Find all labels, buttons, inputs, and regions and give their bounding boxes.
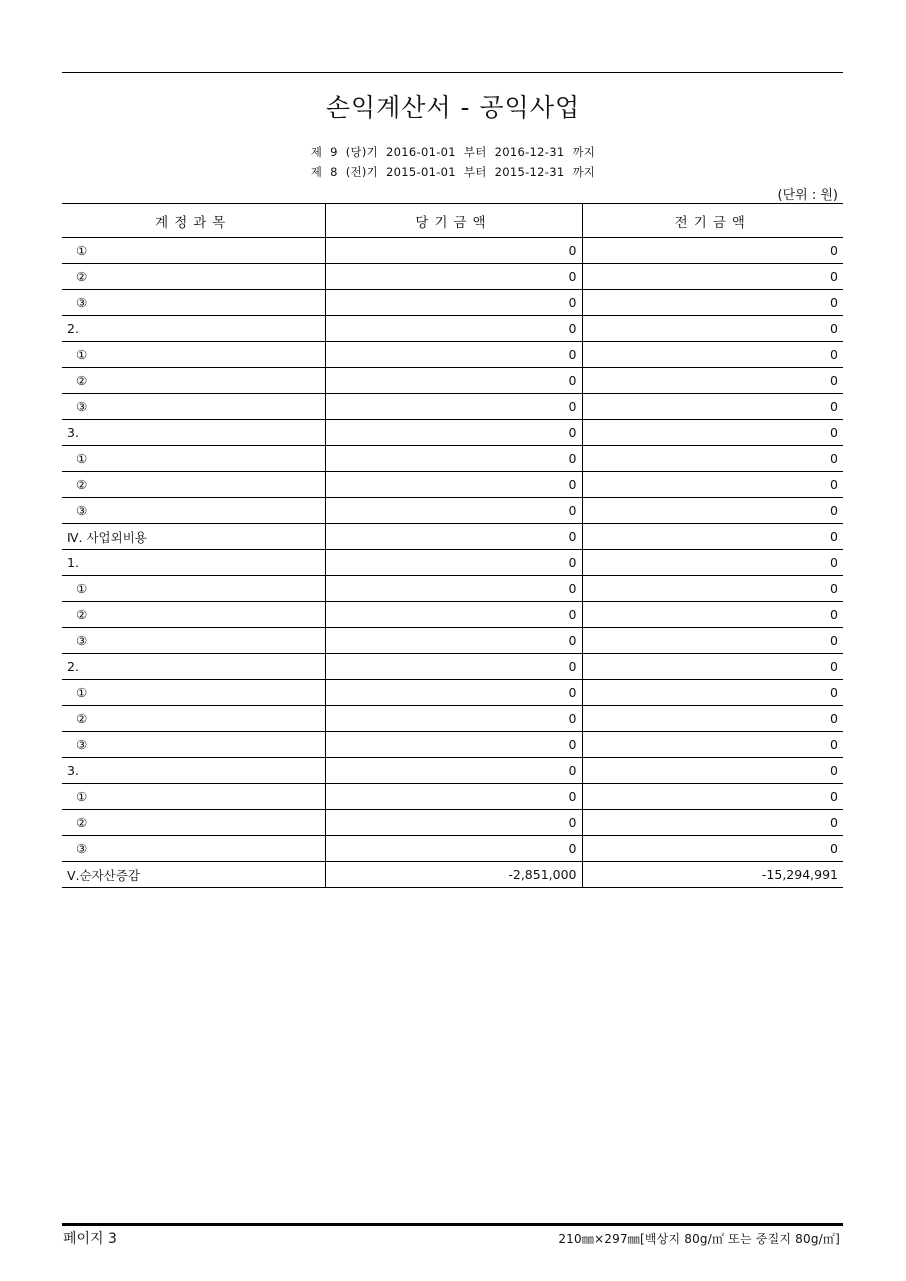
table-row [62, 290, 843, 316]
account-cell: ① [62, 446, 325, 472]
previous-amount-cell: 0 [582, 680, 843, 706]
previous-amount-cell: 0 [582, 836, 843, 862]
current-amount-cell: 0 [325, 238, 582, 264]
header-previous-amount: 전기금액 [582, 204, 843, 238]
table-row [62, 784, 843, 810]
unit-label: (단위 : 원) [777, 188, 838, 203]
account-cell: ① [62, 576, 325, 602]
previous-amount-cell: 0 [582, 498, 843, 524]
table-row [62, 862, 843, 888]
account-cell: ② [62, 368, 325, 394]
current-amount-cell: 0 [325, 706, 582, 732]
current-amount-cell: 0 [325, 680, 582, 706]
current-amount-cell: 0 [325, 368, 582, 394]
account-cell: 3. [62, 758, 325, 784]
current-amount-cell: 0 [325, 524, 582, 550]
current-amount-cell: 0 [325, 628, 582, 654]
previous-amount-cell: 0 [582, 368, 843, 394]
account-cell: ① [62, 342, 325, 368]
current-amount-cell: -2,851,000 [325, 862, 582, 888]
table-header-row [62, 204, 843, 238]
page-number: 페이지 3 [63, 1231, 117, 1247]
account-cell: 1. [62, 550, 325, 576]
account-cell: ③ [62, 732, 325, 758]
account-cell: 2. [62, 316, 325, 342]
current-amount-cell: 0 [325, 498, 582, 524]
previous-amount-cell: 0 [582, 706, 843, 732]
previous-amount-cell: 0 [582, 394, 843, 420]
table-row [62, 472, 843, 498]
previous-amount-cell: 0 [582, 784, 843, 810]
account-cell: Ⅴ.순자산증감 [62, 862, 325, 888]
bottom-rule [62, 1223, 843, 1226]
account-cell: ③ [62, 498, 325, 524]
previous-amount-cell: 0 [582, 602, 843, 628]
account-cell: ③ [62, 836, 325, 862]
table-row [62, 576, 843, 602]
account-cell: ② [62, 810, 325, 836]
current-amount-cell: 0 [325, 420, 582, 446]
account-cell: ② [62, 706, 325, 732]
previous-amount-cell: 0 [582, 758, 843, 784]
current-amount-cell: 0 [325, 290, 582, 316]
paper-spec: 210㎜×297㎜[백상지 80g/㎡ 또는 중질지 80g/㎡] [558, 1232, 840, 1246]
previous-amount-cell: 0 [582, 472, 843, 498]
table-row [62, 446, 843, 472]
previous-amount-cell: 0 [582, 524, 843, 550]
table-row [62, 732, 843, 758]
previous-amount-cell: 0 [582, 810, 843, 836]
table-row [62, 602, 843, 628]
current-amount-cell: 0 [325, 342, 582, 368]
table-row [62, 316, 843, 342]
account-cell: ② [62, 264, 325, 290]
current-amount-cell: 0 [325, 732, 582, 758]
income-statement-table [62, 203, 843, 888]
period-current: 제 9 (당)기 2016-01-01 부터 2016-12-31 까지 [310, 145, 596, 159]
table-row [62, 420, 843, 446]
table-row [62, 342, 843, 368]
previous-amount-cell: 0 [582, 732, 843, 758]
header-current-amount: 당기금액 [325, 204, 582, 238]
current-amount-cell: 0 [325, 810, 582, 836]
table-row [62, 498, 843, 524]
current-amount-cell: 0 [325, 316, 582, 342]
table-row [62, 628, 843, 654]
table-row [62, 810, 843, 836]
account-cell: ③ [62, 394, 325, 420]
previous-amount-cell: 0 [582, 446, 843, 472]
current-amount-cell: 0 [325, 836, 582, 862]
current-amount-cell: 0 [325, 654, 582, 680]
previous-amount-cell: 0 [582, 550, 843, 576]
current-amount-cell: 0 [325, 550, 582, 576]
account-cell: ① [62, 680, 325, 706]
account-cell: 2. [62, 654, 325, 680]
account-cell: ② [62, 602, 325, 628]
table-row [62, 238, 843, 264]
account-cell: ① [62, 238, 325, 264]
table-row [62, 706, 843, 732]
previous-amount-cell: 0 [582, 654, 843, 680]
table-row [62, 836, 843, 862]
account-cell: 3. [62, 420, 325, 446]
account-cell: ③ [62, 628, 325, 654]
header-account: 계정과목 [62, 204, 325, 238]
current-amount-cell: 0 [325, 576, 582, 602]
table-body [62, 238, 843, 888]
account-cell: ③ [62, 290, 325, 316]
previous-amount-cell: 0 [582, 290, 843, 316]
current-amount-cell: 0 [325, 472, 582, 498]
account-cell: ② [62, 472, 325, 498]
document-title: 손익계산서 - 공익사업 [325, 93, 581, 122]
current-amount-cell: 0 [325, 446, 582, 472]
current-amount-cell: 0 [325, 264, 582, 290]
table-row [62, 368, 843, 394]
table-row [62, 524, 843, 550]
current-amount-cell: 0 [325, 394, 582, 420]
previous-amount-cell: 0 [582, 342, 843, 368]
previous-amount-cell: 0 [582, 576, 843, 602]
account-cell: Ⅳ. 사업외비용 [62, 524, 325, 550]
current-amount-cell: 0 [325, 758, 582, 784]
period-previous: 제 8 (전)기 2015-01-01 부터 2015-12-31 까지 [310, 165, 596, 179]
table-row [62, 654, 843, 680]
top-rule [62, 72, 843, 73]
table-row [62, 550, 843, 576]
previous-amount-cell: 0 [582, 628, 843, 654]
table-row [62, 758, 843, 784]
previous-amount-cell: 0 [582, 238, 843, 264]
previous-amount-cell: 0 [582, 316, 843, 342]
previous-amount-cell: 0 [582, 420, 843, 446]
account-cell: ① [62, 784, 325, 810]
table-row [62, 680, 843, 706]
previous-amount-cell: -15,294,991 [582, 862, 843, 888]
table-row [62, 394, 843, 420]
current-amount-cell: 0 [325, 602, 582, 628]
current-amount-cell: 0 [325, 784, 582, 810]
table-row [62, 264, 843, 290]
previous-amount-cell: 0 [582, 264, 843, 290]
